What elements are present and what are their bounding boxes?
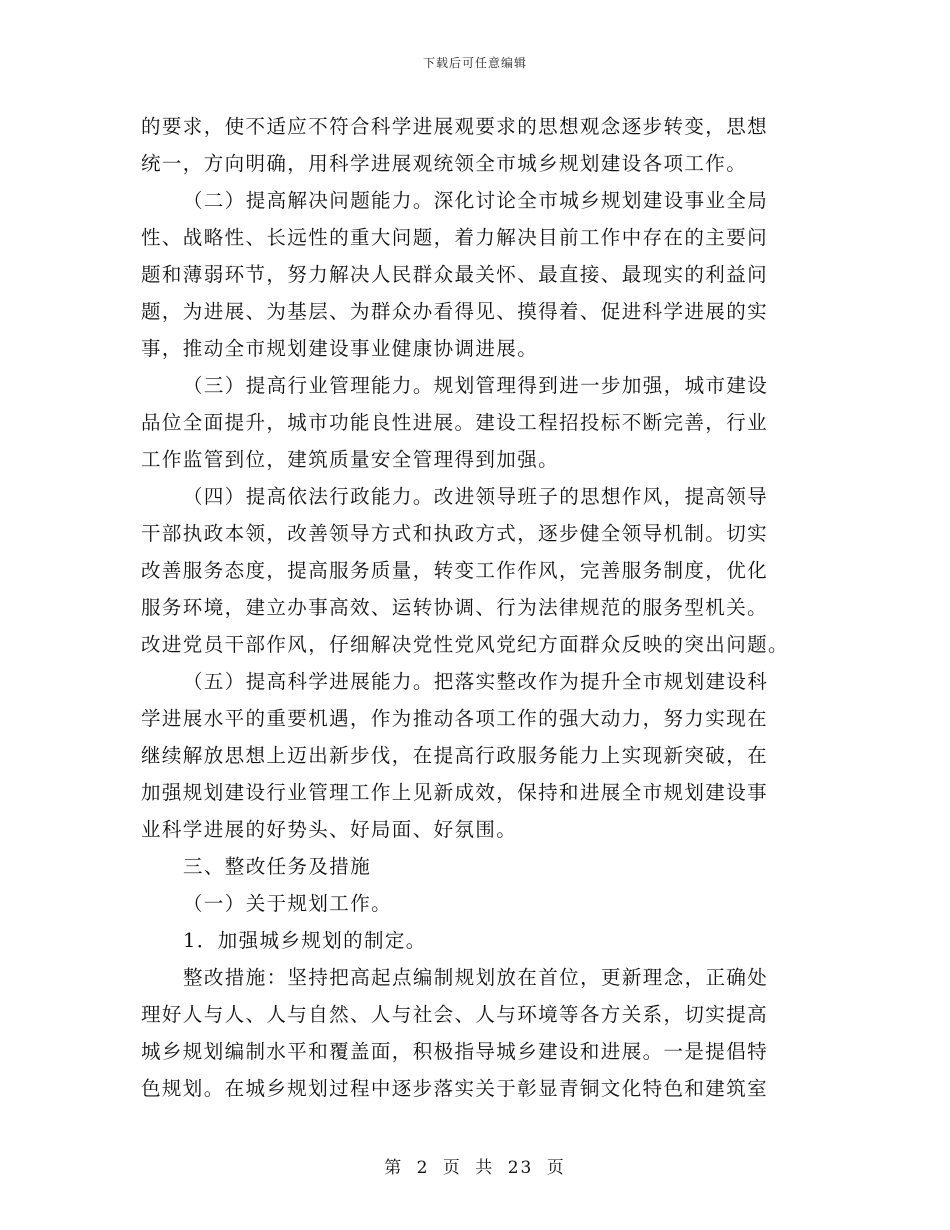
text-line: 整改措施：坚持把高起点编制规划放在首位，更新理念，正确处 xyxy=(183,966,769,989)
text-line: 服务环境，建立办事高效、运转协调、行为法律规范的服务型机关。 xyxy=(141,596,769,619)
text-line: （五）提高科学进展能力。把落实整改作为提升全市规划建设科 xyxy=(183,670,769,693)
text-line: 品位全面提升，城市功能良性进展。建设工程招投标不断完善，行业 xyxy=(141,411,769,434)
text-line: 干部执政本领，改善领导方式和执政方式，逐步健全领导机制。切实 xyxy=(141,522,769,545)
text-line: 性、战略性、长远性的重大问题，着力解决目前工作中存在的主要问 xyxy=(141,226,769,249)
text-line: 继续解放思想上迈出新步伐，在提高行政服务能力上实现新突破，在 xyxy=(141,744,769,767)
subsection-heading: （一）关于规划工作。 xyxy=(183,892,393,915)
page-footer: 第 2 页 共 23 页 xyxy=(384,1158,566,1178)
page-header: 下载后可任意编辑 xyxy=(422,56,527,70)
text-line: 工作监管到位，建筑质量安全管理得到加强。 xyxy=(141,448,560,471)
text-line: 城乡规划编制水平和覆盖面，积极指导城乡建设和进展。一是提倡特 xyxy=(141,1040,769,1063)
document-body xyxy=(141,108,821,1107)
text-line: 统一，方向明确，用科学进展观统领全市城乡规划建设各项工作。 xyxy=(141,152,748,175)
text-line: 事，推动全市规划建设事业健康协调进展。 xyxy=(141,337,539,360)
text-line: 理好人与人、人与自然、人与社会、人与环境等各方关系，切实提高 xyxy=(141,1003,769,1026)
text-line: 业科学进展的好势头、好局面、好氛围。 xyxy=(141,818,518,841)
item-heading: 1．加强城乡规划的制定。 xyxy=(183,929,427,952)
text-line: （二）提高解决问题能力。深化讨论全市城乡规划建设事业全局 xyxy=(183,189,769,212)
text-line: 加强规划建设行业管理工作上见新成效，保持和进展全市规划建设事 xyxy=(141,781,769,804)
text-line: （四）提高依法行政能力。改进领导班子的思想作风，提高领导 xyxy=(183,485,769,508)
text-line: 题和薄弱环节，努力解决人民群众最关怀、最直接、最现实的利益问 xyxy=(141,263,769,286)
section-heading: 三、整改任务及措施 xyxy=(183,855,372,878)
text-line: 改进党员干部作风，仔细解决党性党风党纪方面群众反映的突出问题。 xyxy=(141,633,789,656)
text-line: 题，为进展、为基层、为群众办看得见、摸得着、促进科学进展的实 xyxy=(141,300,769,323)
text-line: 学进展水平的重要机遇，作为推动各项工作的强大动力，努力实现在 xyxy=(141,707,769,730)
text-line: 改善服务态度，提高服务质量，转变工作作风，完善服务制度，优化 xyxy=(141,559,769,582)
text-line: 色规划。在城乡规划过程中逐步落实关于彰显青铜文化特色和建筑室 xyxy=(141,1077,769,1100)
text-line: （三）提高行业管理能力。规划管理得到进一步加强，城市建设 xyxy=(183,374,769,397)
text-line: 的要求，使不适应不符合科学进展观要求的思想观念逐步转变，思想 xyxy=(141,115,769,138)
